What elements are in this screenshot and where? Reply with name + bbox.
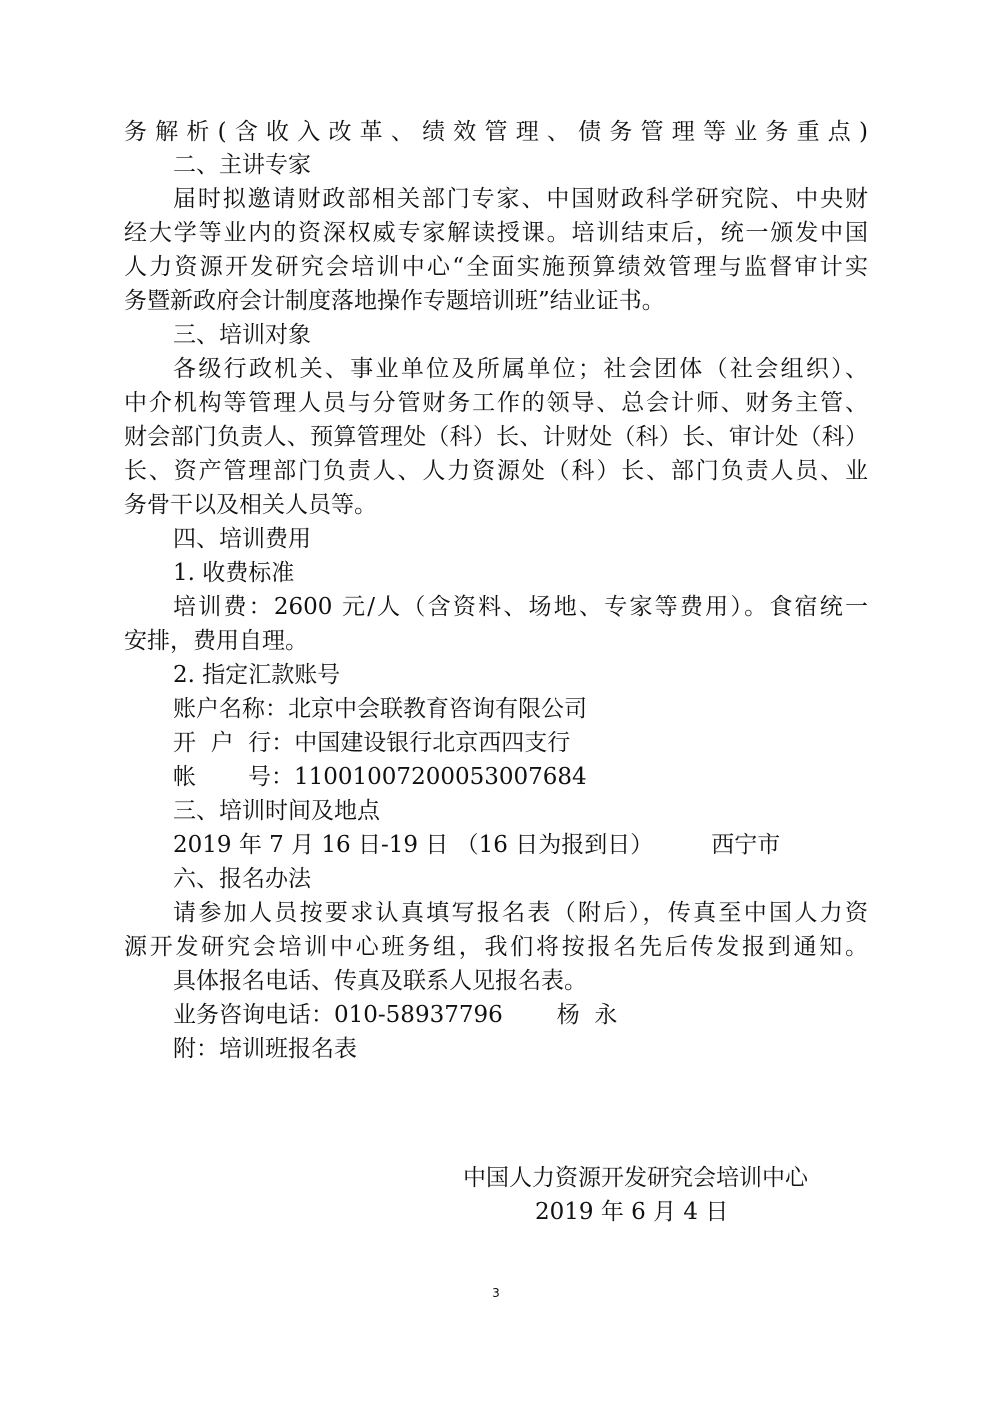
time-place-line [173,830,780,860]
signature-organization: 中国人力资源开发研究会培训中心 [463,1165,808,1191]
paragraph-line: 长、资产管理部门负责人、人力资源处（科）长、部门负责人员、业 [124,458,868,484]
section-heading-audience: 三、培训对象 [173,322,311,348]
account-number-line [173,762,587,792]
paragraph-line: 源开发研究会培训中心班务组，我们将按报名先后传发报到通知。 [124,934,868,960]
subheading-fee-standard: 1. 收费标准 [173,560,295,586]
paragraph-line: 经大学等业内的资深权威专家解读授课。培训结束后，统一颁发中国 [124,220,868,246]
bank-value: 中国建设银行北京西四支行 [294,730,571,756]
section-heading-speakers: 二、主讲专家 [173,152,311,178]
account-name-line: 账户名称：北京中会联教育咨询有限公司 [173,696,587,722]
section-heading-registration: 六、报名办法 [173,866,311,892]
subheading-remittance: 2. 指定汇款账号 [173,662,341,688]
training-city: 西宁市 [711,832,781,858]
paragraph-line: 请参加人员按要求认真填写报名表（附后），传真至中国人力资 [173,900,868,926]
paragraph-line: 具体报名电话、传真及联系人见报名表。 [173,968,587,994]
contact-person: 杨 永 [556,1002,618,1028]
section-heading-time-place: 三、培训时间及地点 [173,798,380,824]
account-number: 11001007200053007684 [294,764,587,790]
paragraph-line: 中介机构等管理人员与分管财务工作的领导、总会计师、财务主管、 [124,390,868,416]
paragraph-line: 人力资源开发研究会培训中心“全面实施预算绩效管理与监督审计实 [124,254,868,280]
attachment-line: 附：培训班报名表 [173,1036,357,1062]
paragraph-line: 财会部门负责人、预算管理处（科）长、计财处（科）长、审计处（科） [124,424,868,450]
paragraph-line: 各级行政机关、事业单位及所属单位；社会团体（社会组织）、 [173,356,868,382]
account-label: 帐 [173,764,196,790]
paragraph-line: 务解析(含收入改革、绩效管理、债务管理等业务重点) [124,119,868,145]
consult-phone: 业务咨询电话：010-58937796 [173,1002,503,1028]
bank-label: 开 户 行： [173,730,295,756]
account-label-suffix: 号： [248,764,294,790]
bank-line [173,728,570,758]
paragraph-line: 届时拟邀请财政部相关部门专家、中国财政科学研究院、中央财 [173,186,868,212]
paragraph-line: 安排，费用自理。 [124,628,308,654]
consult-phone-line [173,1000,617,1030]
training-date: 2019 年 7 月 16 日-19 日 （16 日为报到日） [173,832,654,858]
page-number: 3 [492,1286,500,1300]
section-heading-fees: 四、培训费用 [173,526,311,552]
paragraph-line: 务暨新政府会计制度落地操作专题培训班”结业证书。 [124,288,665,314]
paragraph-line: 务骨干以及相关人员等。 [124,492,377,518]
paragraph-line: 培训费：2600 元/人（含资料、场地、专家等费用）。食宿统一 [173,594,868,620]
signature-date: 2019 年 6 月 4 日 [535,1199,729,1225]
